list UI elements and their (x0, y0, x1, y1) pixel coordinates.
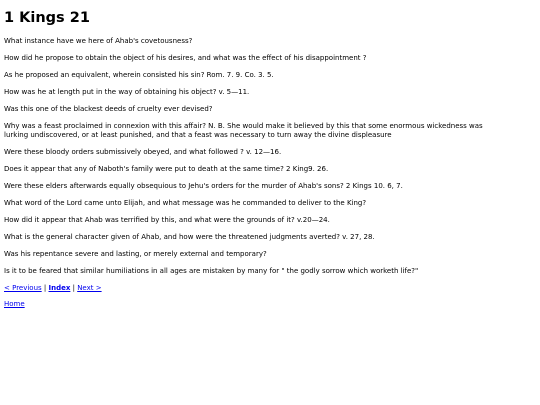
home-link[interactable]: Home (4, 300, 25, 308)
home-link-container (4, 300, 536, 309)
question-4: How was he at length put in the way of obtaining his object? v. 5—11. (4, 88, 250, 96)
next-link[interactable]: Next > (77, 283, 102, 292)
page-title: 1 Kings 21 (4, 10, 90, 26)
question-7: Were these bloody orders submissively obeyed, and what followed ? v. 12—16. (4, 147, 282, 156)
question-6: Why was a feast proclaimed in connexion with this affair? N. B. She would make it believed by this that some enormous wickedness was lurking undiscovered, or at least punished, and that a feast was necessary to turn away the divine displeasure (4, 122, 483, 139)
index-link[interactable]: Index (48, 283, 71, 292)
question-11: How did it appear that Ahab was terrified by this, and what were the grounds of it? v.20—24. (4, 215, 330, 224)
previous-link[interactable]: < Previous (4, 283, 42, 292)
question-12: What is the general character given of Ahab, and how were the threatened judgments averted? v. 27, 28. (4, 232, 375, 241)
nav-separator: | (70, 283, 78, 292)
question-1: What instance have we here of Ahab's covetousness? (4, 37, 193, 45)
question-2: How did he propose to obtain the object of his desires, and what was the effect of his disappointment ? (4, 54, 367, 62)
question-10: What word of the Lord came unto Elijah, and what message was he commanded to deliver to the King? (4, 198, 367, 207)
chapter-navigation (4, 284, 536, 293)
nav-separator: | (41, 283, 49, 292)
question-9: Were these elders afterwards equally obsequious to Jehu's orders for the murder of Ahab's sons? 2 Kings 10. 6, 7. (4, 181, 403, 190)
question-14: Is it to be feared that similar humiliations in all ages are mistaken by many for " the godly sorrow which worketh life?" (4, 266, 419, 275)
question-3: As he proposed an equivalent, wherein consisted his sin? Rom. 7. 9. Co. 3. 5. (4, 71, 274, 79)
question-13: Was his repentance severe and lasting, or merely external and temporary? (4, 249, 267, 258)
question-8: Does it appear that any of Naboth's family were put to death at the same time? 2 King9. 26. (4, 164, 329, 173)
question-5: Was this one of the blackest deeds of cruelty ever devised? (4, 105, 213, 113)
